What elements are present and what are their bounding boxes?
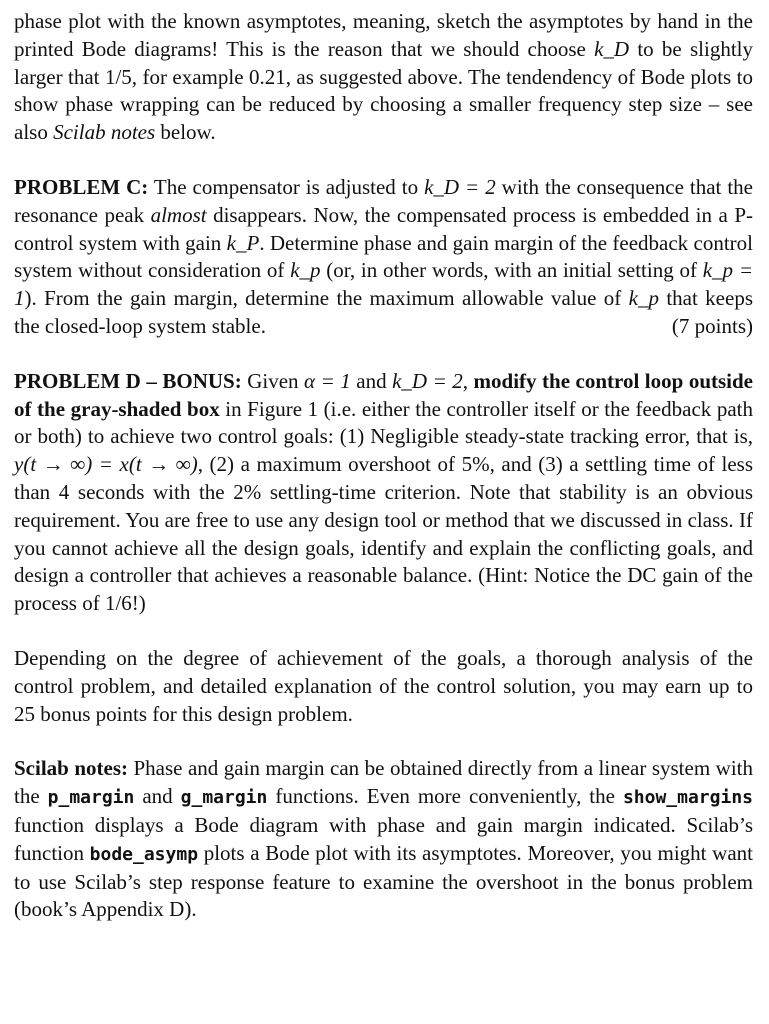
code-show-margins: show_margins [622,787,753,809]
problem-d-heading: PROBLEM D – BONUS: [14,368,242,393]
bold-instruction: modify the control loop outside of the gray-shaded box [14,368,754,421]
text: and [350,368,393,393]
text: below. [155,120,216,145]
text: function displays a Bode diagram with phase and gain margin indicated. Scilab’s function [14,812,753,865]
math-alpha-eq: α = 1 [304,368,351,393]
points-label: (7 points) [671,313,753,338]
text: and [134,784,181,809]
text: Phase and gain margin can be obtained directly from a linear system with the [14,756,753,809]
code-p-margin: p_margin [47,787,135,809]
math-kp-cap: k_P [226,230,260,255]
paragraph-bode-asymptotes [14,8,753,147]
text: with the consequence that the resonance peak [14,174,754,227]
text: that keeps the closed-loop system stable. [14,286,753,338]
text: Depending on the degree of achievement of the goals, a thorough analysis of the control problem, and detailed explanation of the control solution, you may earn up to 25 bonus points for this design problem. [14,645,753,726]
scilab-notes [14,755,753,924]
text: . Determine phase and gain margin of the feedback control system without consideration of [14,230,753,283]
code-g-margin: g_margin [180,787,268,809]
problem-d [14,368,753,618]
text: (or, in other words, with an initial setting of [320,258,703,283]
text: , (2) a maximum overshoot of 5%, and (3) a settling time of less than 4 seconds with the 2% settling-time criterion. Note that stability is an obvious requirement. You are free to use any design tool or method that we discussed in class. If you cannot achieve all the design goals, identify and explain the conflicting goals, and design a controller that achieves a reasonable balance. (Hint: Notice the DC gain of the process of 1/6!) [14,452,753,616]
text: in Figure 1 (i.e. either the controller itself or the feedback path or both) to achieve two control goals: (1) Negligible steady-state tracking error, that is, [14,396,753,449]
scilab-notes-reference: Scilab notes [53,120,156,145]
problem-c [14,174,753,341]
text: to be slightly larger that 1/5, for example 0.21, as suggested above. The tendendency of Bode plots to show phase wrapping can be reduced by choosing a smaller frequency step size – see also [14,36,753,145]
text: Given [241,368,305,393]
math-kp-eq: k_p = 1 [14,258,753,311]
text: disappears. Now, the compensated process is embedded in a P-control system with gain [14,202,753,255]
text: The compensator is adjusted to [148,174,425,199]
math-kd-eq: k_D = 2 [392,368,463,393]
text: functions. Even more conveniently, the [267,784,623,809]
math-kd: k_D [594,36,630,61]
text: plots a Bode plot with its asymptotes. Moreover, you might want to use Scilab’s step response feature to examine the overshoot in the bonus problem (book’s Appendix D). [14,840,754,922]
scilab-notes-heading: Scilab notes: [14,756,128,781]
text: ). From the gain margin, determine the maximum allowable value of [24,286,629,311]
code-bode-asymp: bode_asymp [89,843,199,865]
math-kp: k_p [290,258,321,283]
bonus-points-note [14,645,753,728]
math-kp: k_p [628,286,659,311]
math-kd-eq: k_D = 2 [424,174,496,199]
problem-c-heading: PROBLEM C: [14,174,149,199]
text: , [462,368,474,393]
emphasis-almost: almost [150,202,207,227]
math-tracking-equation: y(t → ∞) = x(t → ∞) [14,452,198,477]
text: phase plot with the known asymptotes, meaning, sketch the asymptotes by hand in the printed Bode diagrams! This is the reason that we should choose [14,9,753,61]
